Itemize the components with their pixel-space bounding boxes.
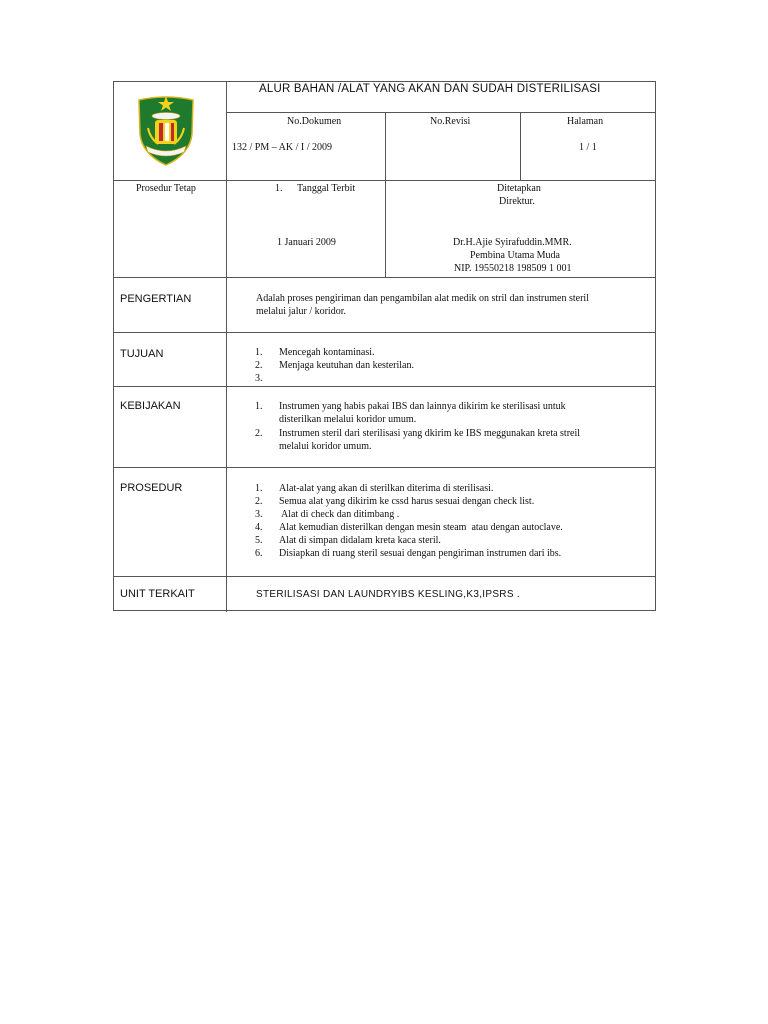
kebijakan-item-line: melalui koridor umum. [279, 441, 372, 452]
prosedur-item: Alat kemudian disterilkan dengan mesin steam atau dengan autoclave. [279, 522, 563, 533]
kebijakan-item-line: Instrumen steril dari sterilisasi yang dkirim ke IBS meggunakan kreta streil [279, 428, 581, 439]
prosedur-item: Alat-alat yang akan di sterilkan diterima di sterilisasi. [279, 483, 494, 494]
list-number: 1. [255, 401, 263, 412]
no-revisi-label: No.Revisi [430, 116, 471, 127]
section-label-pengertian: PENGERTIAN [120, 293, 192, 305]
list-number: 6. [255, 548, 263, 559]
section-label-prosedur: PROSEDUR [120, 482, 183, 494]
list-number: 3. [255, 509, 263, 520]
tujuan-item: Menjaga keutuhan dan kesterilan. [279, 360, 414, 371]
list-number: 2. [255, 360, 263, 371]
director-nip: NIP. 19550218 198509 1 001 [454, 263, 572, 274]
prosedur-item: Disiapkan di ruang steril sesuai dengan pengiriman instrumen dari ibs. [279, 548, 562, 559]
kebijakan-item-line: disterilkan melalui koridor umum. [279, 414, 417, 425]
section-label-tujuan: TUJUAN [120, 348, 164, 360]
tanggal-terbit-number: 1. [275, 183, 283, 194]
tanggal-terbit-value: 1 Januari 2009 [277, 237, 336, 248]
prosedur-item: Semua alat yang dikirim ke cssd harus sesuai dengan check list. [279, 496, 535, 507]
kebijakan-item-line: Instrumen yang habis pakai IBS dan lainnya dikirim ke sterilisasi untuk [279, 401, 566, 412]
regional-emblem-logo [136, 94, 196, 166]
prosedur-item: Alat di simpan didalam kreta kaca steril. [279, 535, 441, 546]
section-label-unit-terkait: UNIT TERKAIT [120, 588, 195, 600]
list-number: 2. [255, 428, 263, 439]
ditetapkan-text: Ditetapkan [497, 183, 541, 194]
list-number: 3. [255, 373, 263, 384]
tujuan-item: Mencegah kontaminasi. [279, 347, 375, 358]
halaman-value: 1 / 1 [579, 142, 597, 153]
list-number: 1. [255, 483, 263, 494]
director-name: Dr.H.Ajie Syirafuddin.MMR. [453, 237, 572, 248]
list-number: 1. [255, 347, 263, 358]
direktur-text: Direktur. [499, 196, 535, 207]
director-rank: Pembina Utama Muda [470, 250, 560, 261]
section-label-kebijakan: KEBIJAKAN [120, 400, 181, 412]
no-dokumen-value: 132 / PM – AK / I / 2009 [232, 142, 333, 153]
no-dokumen-label: No.Dokumen [287, 116, 342, 127]
list-number: 2. [255, 496, 263, 507]
tanggal-terbit-label: Tanggal Terbit [297, 183, 356, 194]
pengertian-text-line2: melalui jalur / koridor. [256, 306, 346, 317]
list-number: 5. [255, 535, 263, 546]
prosedur-tetap-label: Prosedur Tetap [136, 183, 196, 194]
halaman-label: Halaman [567, 116, 604, 127]
list-number: 4. [255, 522, 263, 533]
sop-document [113, 81, 656, 611]
pengertian-text-line1: Adalah proses pengiriman dan pengambilan alat medik on stril dan instrumen steril [256, 293, 589, 304]
document-title: ALUR BAHAN /ALAT YANG AKAN DAN SUDAH DISTERILISASI [259, 83, 601, 95]
prosedur-item: Alat di check dan ditimbang . [279, 509, 400, 520]
unit-terkait-text: STERILISASI DAN LAUNDRYIBS KESLING,K3,IPSRS . [256, 589, 520, 600]
